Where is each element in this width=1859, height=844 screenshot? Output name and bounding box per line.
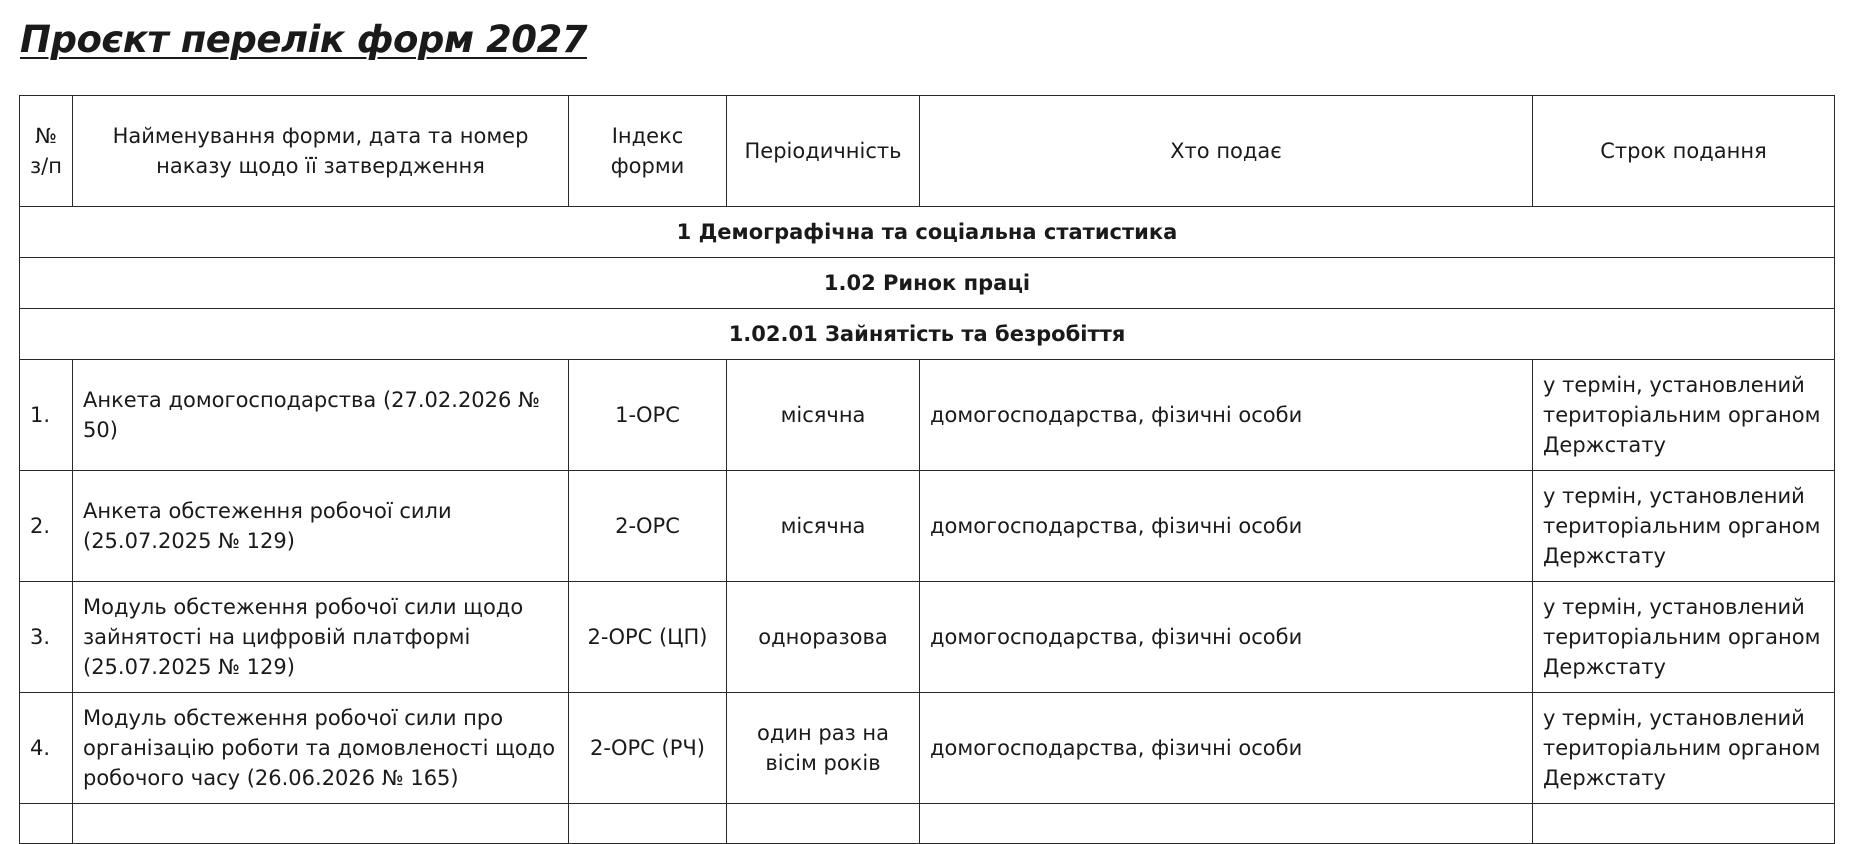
section-heading: 1.02 Ринок праці bbox=[20, 258, 1835, 309]
table-row bbox=[20, 693, 1835, 804]
form-submitter: домогосподарства, фізичні особи bbox=[920, 360, 1533, 471]
column-header-periodicity: Періодичність bbox=[727, 96, 920, 207]
form-deadline: у термін, установлений територіальним органом Держстату bbox=[1533, 471, 1835, 582]
row-number: 3. bbox=[20, 582, 73, 693]
form-submitter: домогосподарства, фізичні особи bbox=[920, 471, 1533, 582]
table-row bbox=[20, 360, 1835, 471]
form-periodicity: одноразова bbox=[727, 582, 920, 693]
form-submitter: домогосподарства, фізичні особи bbox=[920, 693, 1533, 804]
table-row bbox=[20, 582, 1835, 693]
form-index: 2-ОРС (РЧ) bbox=[569, 693, 727, 804]
section-heading: 1 Демографічна та соціальна статистика bbox=[20, 207, 1835, 258]
column-header-deadline: Строк подання bbox=[1533, 96, 1835, 207]
column-header-name: Найменування форми, дата та номер наказу щодо її затвердження bbox=[73, 96, 569, 207]
empty-cell bbox=[1533, 804, 1835, 844]
section-row bbox=[20, 258, 1835, 309]
form-name: Анкета обстеження робочої сили (25.07.2025 № 129) bbox=[73, 471, 569, 582]
empty-cell bbox=[20, 804, 73, 844]
section-row bbox=[20, 207, 1835, 258]
empty-cell bbox=[73, 804, 569, 844]
section-row bbox=[20, 309, 1835, 360]
form-index: 1-ОРС bbox=[569, 360, 727, 471]
row-number: 4. bbox=[20, 693, 73, 804]
form-index: 2-ОРС bbox=[569, 471, 727, 582]
empty-cell bbox=[727, 804, 920, 844]
form-periodicity: місячна bbox=[727, 360, 920, 471]
row-number: 1. bbox=[20, 360, 73, 471]
form-name: Модуль обстеження робочої сили про організацію роботи та домовленості щодо робочого часу (26.06.2026 № 165) bbox=[73, 693, 569, 804]
form-deadline: у термін, установлений територіальним органом Держстату bbox=[1533, 693, 1835, 804]
empty-cell bbox=[569, 804, 727, 844]
form-index: 2-ОРС (ЦП) bbox=[569, 582, 727, 693]
form-name: Анкета домогосподарства (27.02.2026 № 50) bbox=[73, 360, 569, 471]
column-header-number: № з/п bbox=[20, 96, 73, 207]
table-row bbox=[20, 471, 1835, 582]
row-number: 2. bbox=[20, 471, 73, 582]
forms-table bbox=[19, 95, 1835, 844]
column-header-index: Індекс форми bbox=[569, 96, 727, 207]
table-row-partial bbox=[20, 804, 1835, 844]
form-name: Модуль обстеження робочої сили щодо зайнятості на цифровій платформі (25.07.2025 № 129) bbox=[73, 582, 569, 693]
form-periodicity: місячна bbox=[727, 471, 920, 582]
empty-cell bbox=[920, 804, 1533, 844]
form-submitter: домогосподарства, фізичні особи bbox=[920, 582, 1533, 693]
form-deadline: у термін, установлений територіальним органом Держстату bbox=[1533, 360, 1835, 471]
table-header-row bbox=[20, 96, 1835, 207]
form-deadline: у термін, установлений територіальним органом Держстату bbox=[1533, 582, 1835, 693]
section-heading: 1.02.01 Зайнятість та безробіття bbox=[20, 309, 1835, 360]
document-title: Проєкт перелік форм 2027 bbox=[20, 18, 587, 61]
column-header-submitter: Хто подає bbox=[920, 96, 1533, 207]
form-periodicity: один раз на вісім років bbox=[727, 693, 920, 804]
